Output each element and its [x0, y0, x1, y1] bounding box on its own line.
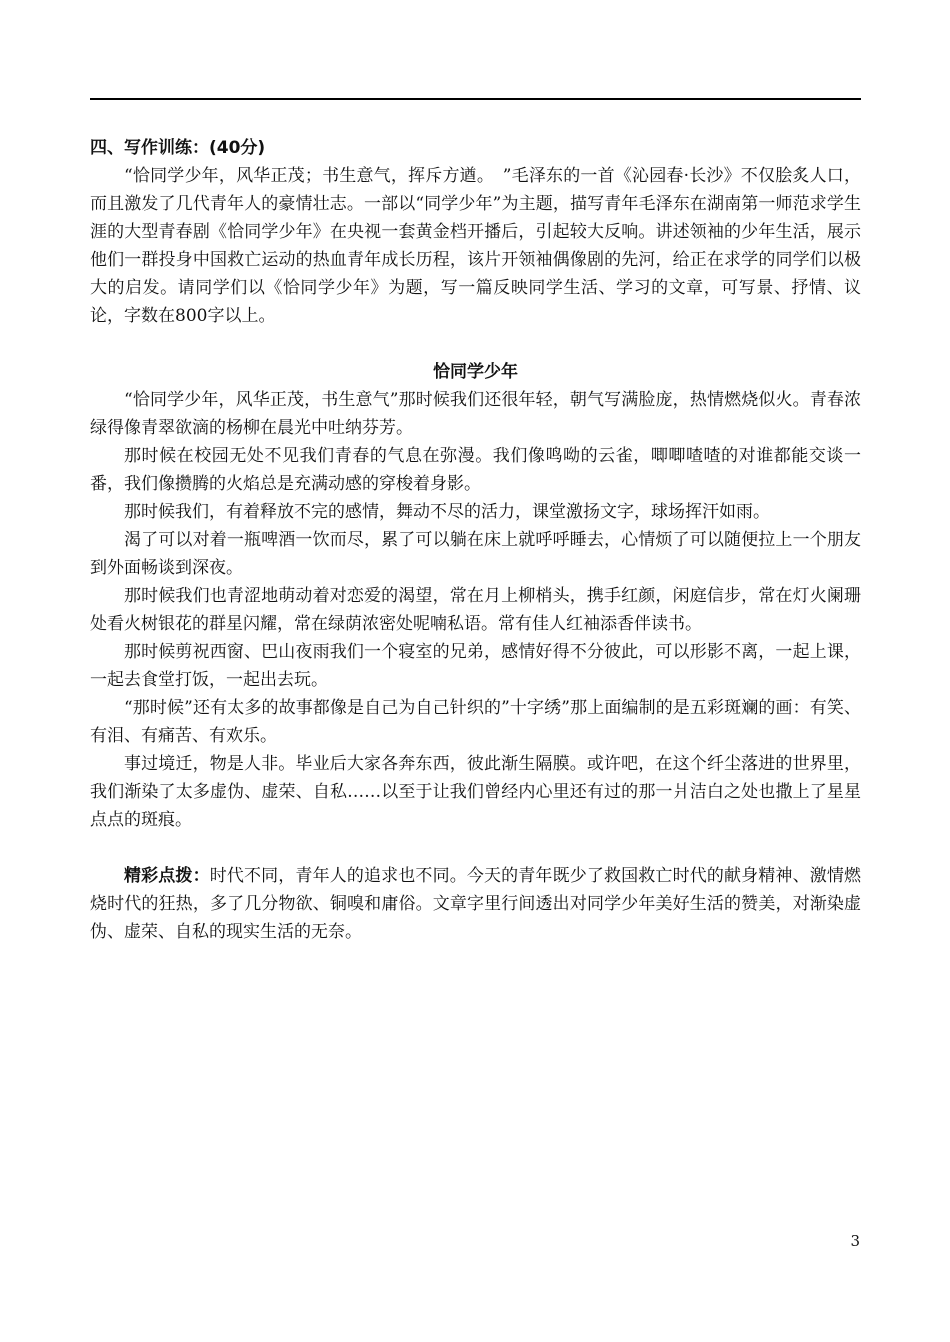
essay-paragraph: “那时候”还有太多的故事都像是自己为自己针织的”十字绣”那上面编制的是五彩斑斓的画：有笑、有泪、有痛苦、有欢乐。: [90, 698, 861, 746]
writing-prompt: “恰同学少年，风华正茂；书生意气，挥斥方遒。 ”毛泽东的一首《沁园春·长沙》不仅脍炙人口，而且激发了几代青年人的豪情壮志。一部以“同学少年”为主题，描写青年毛泽东在湖南第一师范求学生涯的大型青春剧《恰同学少年》在央视一套黄金档开播后，引起较大反响。讲述领袖的少年生活，展示他们一群投身中国救亡运动的热血青年成长历程，该片开领袖偶像剧的先河，给正在求学的同学们以极大的启发。请同学们以《恰同学少年》为题，写一篇反映同学生活、学习的文章，可写景、抒情、议论，字数在800字以上。: [90, 166, 861, 326]
essay-paragraph: 事过境迁，物是人非。毕业后大家各奔东西，彼此渐生隔膜。或许吧，在这个纤尘落进的世界里，我们渐染了太多虚伪、虚荣、自私……以至于让我们曾经内心里还有过的那一爿洁白之处也撒上了星星点点的斑痕。: [90, 754, 861, 830]
page-number: 3: [850, 1232, 860, 1250]
comment-label: 精彩点拨：: [124, 866, 210, 886]
essay-paragraph: 渴了可以对着一瓶啤酒一饮而尽，累了可以躺在床上就呼呼睡去，心情烦了可以随便拉上一个朋友到外面畅谈到深夜。: [90, 530, 861, 578]
essay-paragraph: “恰同学少年，风华正茂，书生意气”那时候我们还很年轻，朝气写满脸庞，热情燃烧似火。青春浓绿得像青翠欲滴的杨柳在晨光中吐纳芬芳。: [90, 390, 861, 438]
comment-block: [90, 862, 861, 946]
comment-text: 时代不同，青年人的追求也不同。今天的青年既少了救国救亡时代的献身精神、激情燃烧时代的狂热，多了几分物欲、铜嗅和庸俗。文章字里行间透出对同学少年美好生活的赞美，对渐染虚伪、虚荣、自私的现实生活的无奈。: [90, 866, 862, 942]
essay-paragraph: 那时候在校园无处不见我们青春的气息在弥漫。我们像鸣呦的云雀，唧唧喳喳的对谁都能交谈一番，我们像攒腾的火焰总是充满动感的穿梭着身影。: [90, 446, 861, 494]
essay-paragraph: 那时候剪祝西窗、巴山夜雨我们一个寝室的兄弟，感情好得不分彼此，可以形影不离，一起上课，一起去食堂打饭，一起出去玩。: [90, 642, 861, 690]
essay-title: 恰同学少年: [433, 362, 518, 382]
section-heading: 四、写作训练：(40分): [90, 138, 266, 158]
document-body: [90, 134, 861, 946]
header-rule: [90, 98, 861, 100]
essay-paragraph: 那时候我们也青涩地萌动着对恋爱的渴望，常在月上柳梢头，携手红颜，闲庭信步，常在灯火阑珊处看火树银花的群星闪耀，常在绿荫浓密处呢喃私语。常有佳人红袖添香伴读书。: [90, 586, 861, 634]
essay-paragraph: 那时候我们，有着释放不完的感情，舞动不尽的活力，课堂激扬文字，球场挥汗如雨。: [124, 502, 770, 522]
